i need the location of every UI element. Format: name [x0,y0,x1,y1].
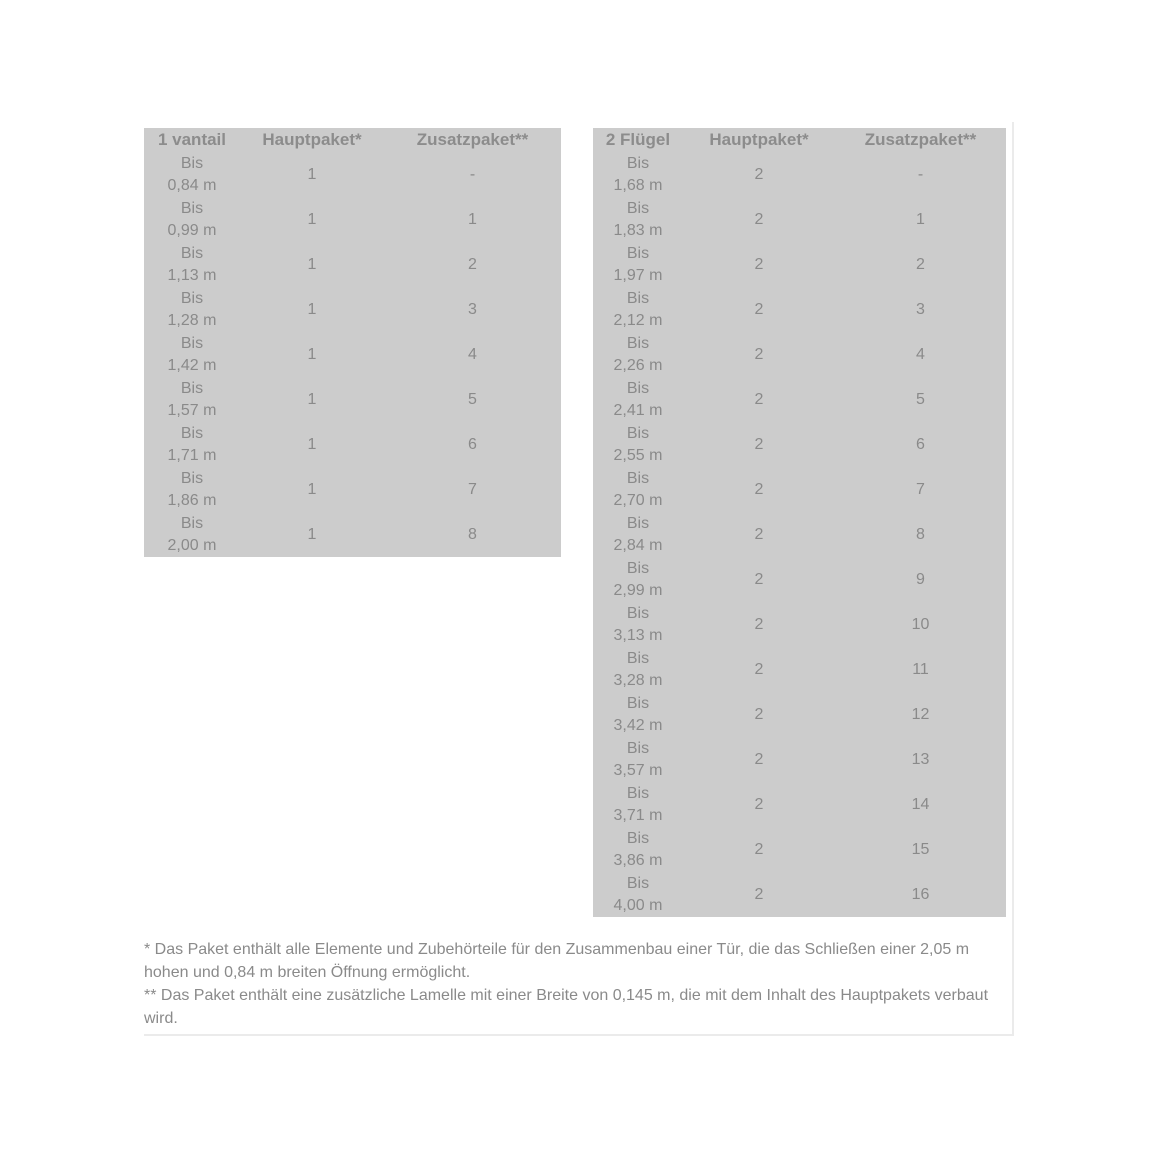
table-row [593,692,1006,737]
width-value: 1,83 m [613,221,663,239]
double-leaf-table [593,128,1006,917]
width-prefix: Bis [626,334,650,352]
width-prefix: Bis [626,154,650,172]
extra-package-cell: 12 [911,705,930,723]
double-leaf-rows [593,152,1006,917]
table-row [593,242,1006,287]
extra-package-cell: 8 [916,525,925,543]
extra-package-cell: 14 [911,795,930,813]
extra-package-cell: 5 [468,390,477,408]
main-package-cell: 2 [754,570,764,588]
width-cell [593,422,683,467]
width-value: 3,57 m [613,761,663,779]
width-prefix: Bis [180,289,204,307]
width-cell [593,827,683,872]
extra-package-cell: 5 [916,390,925,408]
main-package-cell: 2 [754,165,764,183]
width-prefix: Bis [180,244,204,262]
table-row [593,647,1006,692]
main-package-cell: 2 [754,345,764,363]
width-prefix: Bis [626,379,650,397]
width-value: 2,26 m [613,356,663,374]
main-package-cell: 1 [307,210,317,228]
width-cell [593,737,683,782]
main-package-cell: 1 [307,525,317,543]
width-prefix: Bis [626,244,650,262]
width-value: 1,28 m [167,311,217,329]
table-row [593,422,1006,467]
width-value: 1,57 m [167,401,217,419]
width-prefix: Bis [626,469,650,487]
extra-package-cell: 4 [916,345,925,363]
width-prefix: Bis [180,424,204,442]
width-prefix: Bis [180,469,204,487]
width-prefix: Bis [626,784,650,802]
width-value: 1,13 m [167,266,217,284]
width-prefix: Bis [626,424,650,442]
width-value: 2,41 m [613,401,663,419]
width-value: 2,84 m [613,536,663,554]
width-cell [593,467,683,512]
width-prefix: Bis [626,289,650,307]
width-cell [593,377,683,422]
main-package-cell: 2 [754,300,764,318]
width-prefix: Bis [626,649,650,667]
width-prefix: Bis [626,199,650,217]
width-value: 0,84 m [167,176,217,194]
width-value: 3,86 m [613,851,663,869]
main-package-cell: 2 [754,615,764,633]
extra-package-cell: 3 [468,300,477,318]
width-prefix: Bis [626,829,650,847]
width-prefix: Bis [626,559,650,577]
table-row [593,512,1006,557]
width-value: 4,00 m [613,896,663,914]
extra-package-cell: 16 [911,885,930,903]
width-prefix: Bis [180,379,204,397]
width-value: 1,68 m [613,176,663,194]
width-cell [144,377,240,422]
main-package-cell: 1 [307,435,317,453]
table-row [144,242,561,287]
width-prefix: Bis [626,514,650,532]
main-package-cell: 2 [754,795,764,813]
single-leaf-rows [144,152,561,557]
extra-package-cell: 7 [916,480,925,498]
footnotes [144,938,1004,1030]
width-prefix: Bis [626,694,650,712]
width-value: 3,42 m [613,716,663,734]
table-row [144,422,561,467]
width-value: 0,99 m [167,221,217,239]
main-package-cell: 2 [754,885,764,903]
table-row [593,377,1006,422]
table-row [593,467,1006,512]
table-row [593,737,1006,782]
main-package-cell: 1 [307,255,317,273]
extra-package-cell: 6 [468,435,477,453]
table-row [593,872,1006,917]
width-value: 3,13 m [613,626,663,644]
extra-package-cell: 1 [468,210,477,228]
width-cell [593,197,683,242]
main-package-cell: 2 [754,750,764,768]
footnote-main-package: * Das Paket enthält alle Elemente und Zubehörteile für den Zusammenbau einer Tür, die das Schließen einer 2,05 m hohen und 0,84 m breiten Öffnung ermöglicht. [144,941,970,981]
width-cell [144,332,240,377]
width-cell [593,647,683,692]
table-row [593,287,1006,332]
table-row [144,152,561,197]
width-cell [593,332,683,377]
extra-package-cell: 15 [911,840,930,858]
width-cell [593,602,683,647]
width-cell [144,467,240,512]
width-value: 1,71 m [167,446,217,464]
main-package-cell: 1 [307,345,317,363]
main-package-cell: 2 [754,660,764,678]
header-leaf-count: 1 vantail [157,130,227,149]
table-row [593,197,1006,242]
width-cell [593,242,683,287]
extra-package-cell: 2 [468,255,477,273]
width-prefix: Bis [626,604,650,622]
main-package-cell: 2 [754,840,764,858]
width-prefix: Bis [180,514,204,532]
width-cell [593,287,683,332]
table-row [144,512,561,557]
extra-package-cell: 8 [468,525,477,543]
extra-package-cell: 4 [468,345,477,363]
width-value: 3,71 m [613,806,663,824]
table-row [144,332,561,377]
width-cell [593,692,683,737]
width-value: 2,00 m [167,536,217,554]
main-package-cell: 1 [307,300,317,318]
header-main-package: Hauptpaket* [709,130,809,149]
extra-package-cell: - [917,165,924,183]
width-prefix: Bis [180,334,204,352]
main-package-cell: 2 [754,255,764,273]
table-row [593,602,1006,647]
width-cell [144,512,240,557]
extra-package-cell: 2 [916,255,925,273]
width-value: 2,99 m [613,581,663,599]
width-cell [593,872,683,917]
width-prefix: Bis [180,154,204,172]
main-package-cell: 1 [307,165,317,183]
width-value: 3,28 m [613,671,663,689]
table-row [144,287,561,332]
main-package-cell: 2 [754,210,764,228]
extra-package-cell: 7 [468,480,477,498]
width-cell [593,512,683,557]
extra-package-cell: 10 [911,615,930,633]
table-row [593,557,1006,602]
main-package-cell: 2 [754,480,764,498]
width-value: 2,12 m [613,311,663,329]
table-row [593,782,1006,827]
header-leaf-count: 2 Flügel [605,130,671,149]
extra-package-cell: 1 [916,210,925,228]
extra-package-cell: 3 [916,300,925,318]
table-row [593,827,1006,872]
main-package-cell: 2 [754,390,764,408]
table-header-row [593,128,1006,152]
width-cell [144,422,240,467]
extra-package-cell: 6 [916,435,925,453]
main-package-cell: 2 [754,525,764,543]
width-cell [144,287,240,332]
header-main-package: Hauptpaket* [262,130,362,149]
width-cell [593,152,683,197]
width-value: 1,97 m [613,266,663,284]
main-package-cell: 2 [754,435,764,453]
width-value: 1,86 m [167,491,217,509]
width-prefix: Bis [626,874,650,892]
width-value: 1,42 m [167,356,217,374]
extra-package-cell: 9 [916,570,925,588]
width-prefix: Bis [626,739,650,757]
width-cell [593,782,683,827]
extra-package-cell: 13 [911,750,930,768]
table-row [144,197,561,242]
footnote-extra-package: ** Das Paket enthält eine zusätzliche Lamelle mit einer Breite von 0,145 m, die mit dem Inhalt des Hauptpakets verbaut wird. [144,987,989,1027]
width-value: 2,55 m [613,446,663,464]
table-row [593,152,1006,197]
extra-package-cell: 11 [912,660,929,678]
header-extra-package: Zusatzpaket** [416,130,529,149]
main-package-cell: 2 [754,705,764,723]
extra-package-cell: - [469,165,476,183]
width-value: 2,70 m [613,491,663,509]
header-extra-package: Zusatzpaket** [864,130,977,149]
width-cell [144,197,240,242]
single-leaf-table [144,128,561,557]
main-package-cell: 1 [307,480,317,498]
width-cell [593,557,683,602]
table-row [593,332,1006,377]
main-package-cell: 1 [307,390,317,408]
width-cell [144,242,240,287]
table-row [144,377,561,422]
width-cell [144,152,240,197]
width-prefix: Bis [180,199,204,217]
table-header-row [144,128,561,152]
table-row [144,467,561,512]
